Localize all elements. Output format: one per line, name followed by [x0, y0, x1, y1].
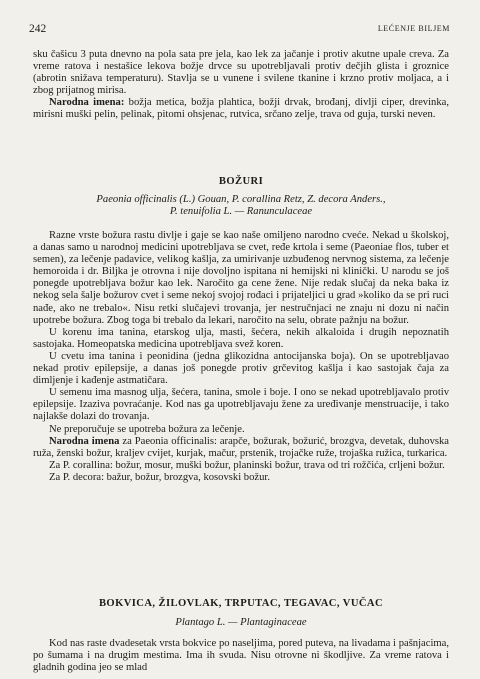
bokvica-section	[33, 638, 449, 674]
latin-name-text: Plantago L. — Plantaginaceae	[175, 617, 307, 628]
bozuri-corallina-names: Za P. corallina: božur, mosur, muški božur, planinski božur, trava od tri rožčića, crljeni božur.	[49, 459, 445, 471]
page-number: 242	[29, 23, 47, 35]
page-header	[29, 23, 450, 39]
section-heading-bokvica: BOKVICA, ŽILOVLAK, TRPUTAC, TEGAVAC, VUČAC	[98, 598, 384, 609]
folk-names-label: Narodna imena:	[49, 97, 125, 109]
bozuri-section	[33, 230, 449, 484]
bokvica-paragraph-1: Kod nas raste dvadesetak vrsta bokvice po naseljima, pored puteva, na livadama i pašnjacima, po šumama i na drugim mestima. Ima ih svuda. Nisu otrovne ni škodljive. Za vreme ratova i gladnih godina jeo se mlad	[33, 638, 449, 674]
bozuri-decora-names: Za P. decora: bažur, božur, brozgva, kosovski božur.	[49, 471, 270, 483]
latin-name-line-1	[33, 194, 449, 206]
folk-names-text: božja metica, božja plahtica, božji drvak, brođanj, divlji ciper, drevinka, mirisni muški pelin, pelinak, pitomi ohsjenac, rutvica, srčano zelje, trava od guja, turski neven.	[33, 97, 449, 121]
bozuri-paragraph-root: U korenu ima tanina, etarskog ulja, masti, šećera, nekih alkaloida i drugih nepoznatih sastojaka. Homeopatska medicina upotrebljava svež koren.	[33, 326, 449, 350]
bozuri-folk-names	[33, 436, 449, 460]
bozuri-paragraph-flower: U cvetu ima tanina i peonidina (jedna glikozidna antocijanska boja). On se upotrebljavao nekad protiv epilepsije, a danas još ponegde protiv grčevitog kašlja i kao sastojak čaja za dimljenje i kađenje astmatičara.	[33, 350, 449, 387]
latin-name-text: P. tenuifolia L. — Ranunculaceae	[169, 206, 313, 217]
folk-names-text: za Paeonia officinalis: arapče, božurak, božurić, brozgva, devetak, duhovska ruža, ženski božur, kraljev cvijet, kurjak, mačur, prstenik, trojačke ruže, trojaška ružica, turkarica.	[33, 435, 449, 459]
folk-names-label: Narodna imena	[49, 435, 120, 447]
bozuri-paragraph-seed: U semenu ima masnog ulja, šećera, tanina, smole i boje. I ono se nekad upotrebljavalo protiv epilepsije. Izaziva povraćanje. Kod nas ga upotrebljavaju žene za uređivanje menstruacije, i tako najlakše dolazi do trovanja.	[33, 387, 449, 423]
intro-paragraph: sku čašicu 3 puta dnevno na pola sata pre jela, kao lek za jačanje i protiv akutne upale creva. Za vreme ratova i nestašice lekova božje drvce su upotrebljavali protiv dečjih glista i groznice (abrotin snižava temperaturu). Stavlja se u vunene i svilene tkanine i krzno protiv moljaca, a i zbog prijatnog mirisa.	[33, 49, 449, 97]
intro-section	[33, 49, 449, 122]
running-head: LEĆENJE BILJEM	[377, 24, 450, 33]
bozuri-paragraph-warning: Ne preporučuje se upotreba božura za lečenje.	[49, 423, 245, 435]
bozuri-paragraph-1: Razne vrste božura rastu divlje i gaje se kao naše omiljeno narodno cveće. Nekad u školskoj, a danas samo u narodnoj medicini upotrebljava se cvet, ređe krtola i seme (Paeoniae flos, tuber et semen), za lečenje padavice, velikog kašlja, za umirivanje uzbuđenog nervnog sistema, za lečenje hemoroida i dr. Biljka je otrovna i nije dovoljno ispitana ni hemijski ni klinički. U narodu se još ponegde upotrebljava božur kao lek. Naročito ga cene žene. Nije redak slučaj da neka baka iz nekog sela šalje božurov cvet i seme nekoj svojoj rođaci i prijateljici u grad »koliko da se pri ruci nađe, ako ne trebalo«. Nisu retki slučajevi trovanja, jer nestručnjaci ne znaju ni dozu ni način upotrebe božura. Zbog toga bi trebalo da lekari, naročito na selu, obrate pažnju na božur.	[33, 230, 449, 326]
intro-folk-names	[33, 97, 449, 121]
latin-name-line-2	[33, 206, 449, 218]
latin-name-bokvica	[33, 617, 449, 629]
latin-name-text: Paeonia officinalis (L.) Gouan, P. corallina Retz, Z. decora Anders.,	[96, 194, 386, 205]
section-heading-bozuri: BOŽURI	[218, 176, 264, 187]
